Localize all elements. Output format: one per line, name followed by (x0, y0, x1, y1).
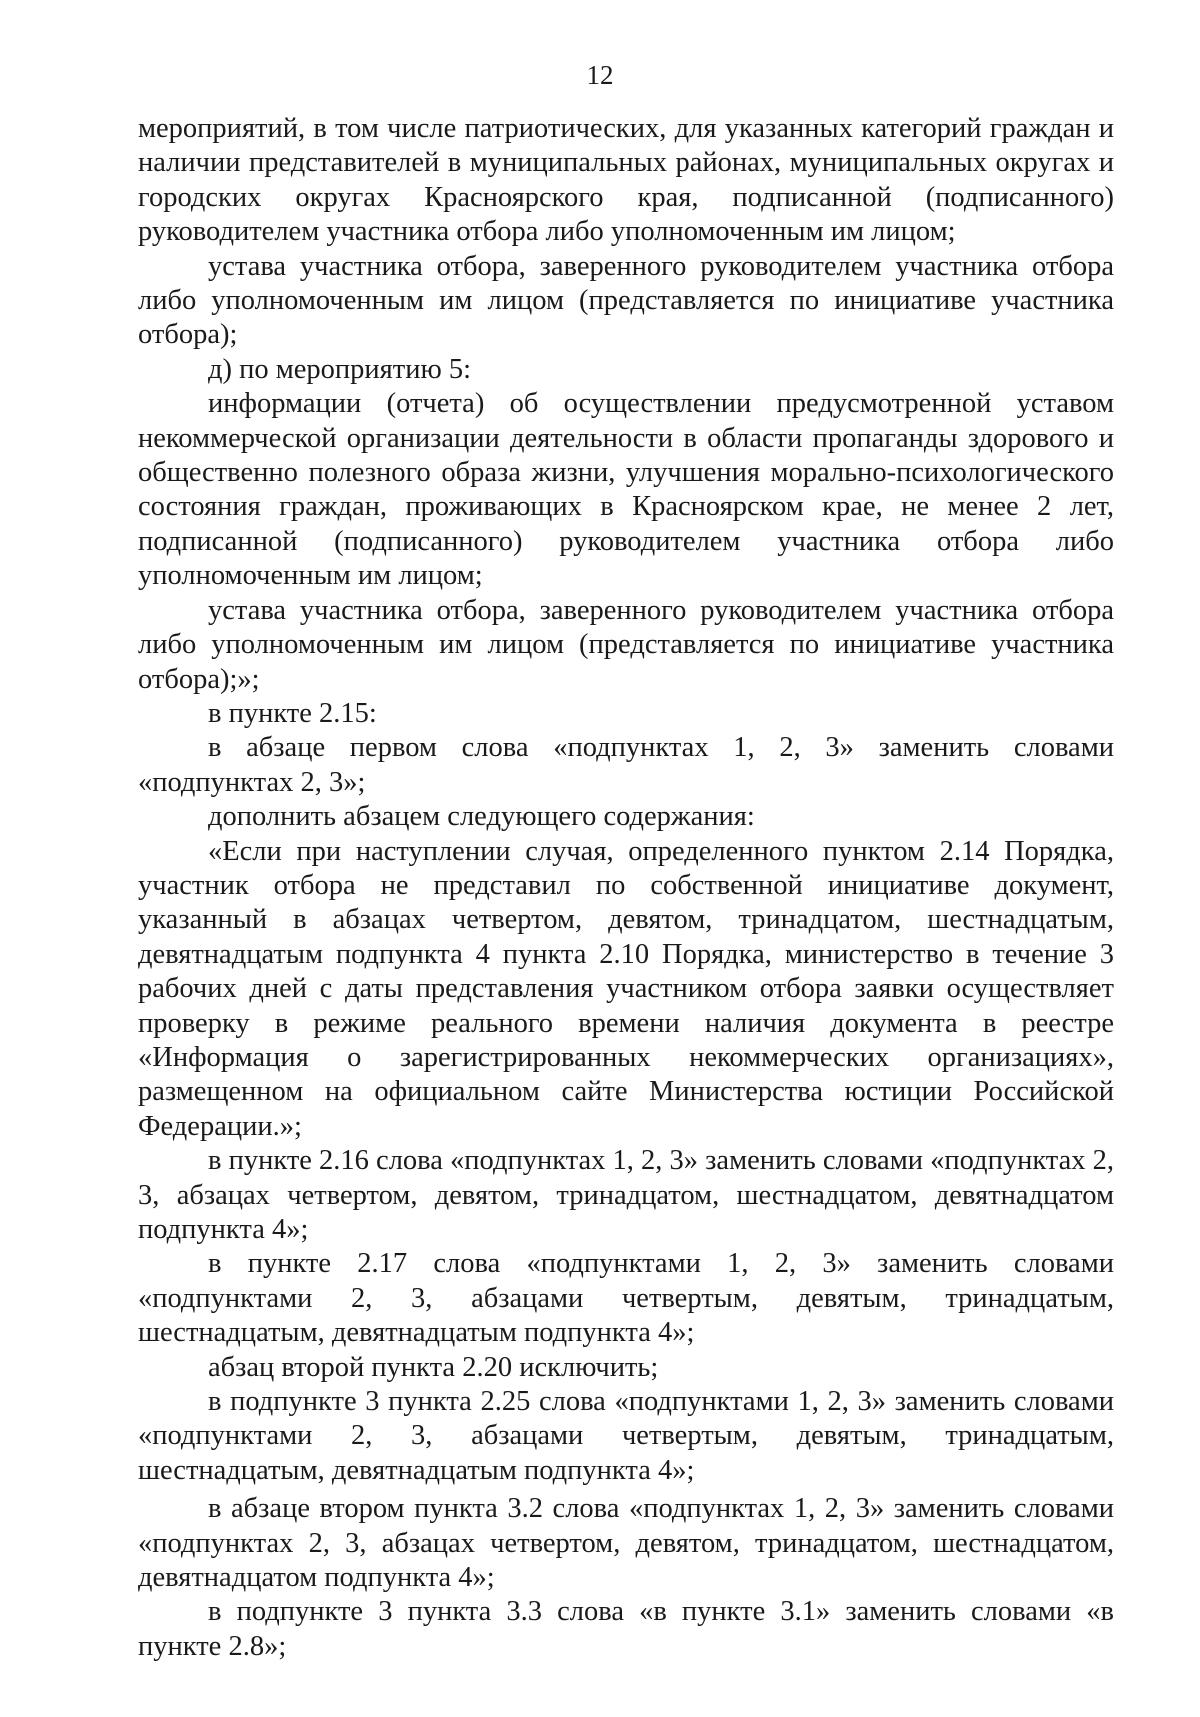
document-body (138, 112, 1114, 1664)
paragraph-12: абзац второй пункта 2.20 исключить; (208, 1351, 659, 1383)
paragraph-1: мероприятий, в том числе патриотических, для указанных категорий граждан и наличии представителей в муниципальных районах, муниципальных округах и городских округах Красноярского края, подписанной (подписанного) руководителем участника отбора либо уполномоченным им лицом; (138, 113, 1114, 248)
page-number: 12 (586, 60, 614, 90)
paragraph-11: в пункте 2.17 слова «подпунктами 1, 2, 3» заменить словами «подпунктами 2, 3, абзацами четвертым, девятым, тринадцатым, шестнадцатым, девятнадцатым подпункта 4»; (138, 1248, 1114, 1349)
paragraph-3: д) по мероприятию 5: (208, 353, 472, 385)
paragraph-13: в подпункте 3 пункта 2.25 слова «подпунктами 1, 2, 3» заменить словами «подпунктами 2, 3, абзацами четвертым, девятым, тринадцатым, шестнадцатым, девятнадцатым подпункта 4»; (138, 1386, 1114, 1486)
paragraph-14: в абзаце втором пункта 3.2 слова «подпунктах 1, 2, 3» заменить словами «подпунктах 2, 3, абзацах четвертом, девятом, тринадцатом, шестнадцатом, девятнадцатом подпункта 4»; (138, 1493, 1114, 1594)
paragraph-2: устава участника отбора, заверенного руководителем участника отбора либо уполномоченным им лицом (представляется по инициативе участника отбора); (138, 250, 1114, 351)
paragraph-15: в подпункте 3 пункта 3.3 слова «в пункте 3.1» заменить словами «в пункте 2.8»; (138, 1596, 1114, 1662)
paragraph-6: в пункте 2.15: (208, 697, 377, 729)
paragraph-5: устава участника отбора, заверенного руководителем участника отбора либо уполномоченным им лицом (представляется по инициативе участника отбора);»; (138, 594, 1114, 695)
paragraph-10: в пункте 2.16 слова «подпунктах 1, 2, 3» заменить словами «подпунктах 2, 3, абзацах четвертом, девятом, тринадцатом, шестнадцатом, девятнадцатом подпункта 4»; (138, 1145, 1114, 1245)
paragraph-7: в абзаце первом слова «подпунктах 1, 2, 3» заменить словами «подпунктах 2, 3»; (138, 732, 1114, 798)
paragraph-4: информации (отчета) об осуществлении предусмотренной уставом некоммерческой организации деятельности в области пропаганды здорового и общественно полезного образа жизни, улучшения морально-психологического состояния граждан, проживающих в Красноярском крае, не менее 2 лет, подписанной (подписанного) руководителем участника отбора либо уполномоченным им лицом; (138, 388, 1114, 592)
paragraph-8: дополнить абзацем следующего содержания: (208, 801, 755, 833)
paragraph-9: «Если при наступлении случая, определенного пунктом 2.14 Порядка, участник отбора не представил по собственной инициативе документ, указанный в абзацах четвертом, девятом, тринадцатом, шестнадцатым, девятнадцатым подпункта 4 пункта 2.10 Порядка, министерство в течение 3 рабочих дней с даты представления участником отбора заявки осуществляет проверку в режиме реального времени наличия документа в реестре «Информация о зарегистрированных некоммерческих организациях», размещенном на официальном сайте Министерства юстиции Российской Федерации.»; (138, 835, 1114, 1142)
